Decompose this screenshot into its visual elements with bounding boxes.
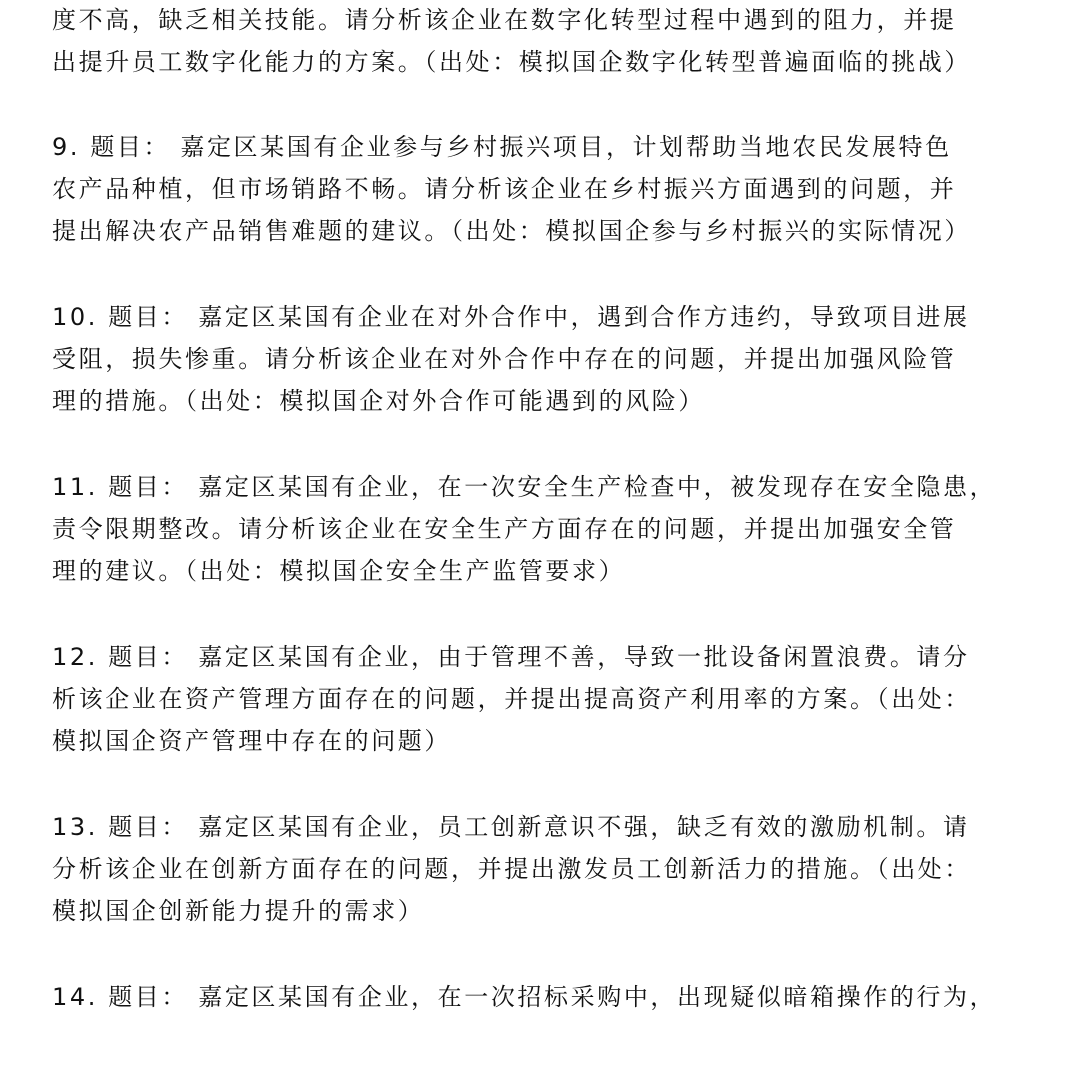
text-line: 分析该企业在创新方面存在的问题，并提出激发员工创新活力的措施。（出处： <box>52 855 971 883</box>
text-line: 理的建议。（出处：模拟国企安全生产监管要求） <box>52 557 626 585</box>
question-14-line: 14. 题目： 嘉定区某国有企业，在一次招标采购中，出现疑似暗箱操作的行为， <box>52 983 997 1011</box>
text-line: 模拟国企资产管理中存在的问题） <box>52 727 451 755</box>
question-12-line: 12. 题目： 嘉定区某国有企业，由于管理不善，导致一批设备闲置浪费。请分 <box>52 643 970 671</box>
text-line: 析该企业在资产管理方面存在的问题，并提出提高资产利用率的方案。（出处： <box>52 685 971 713</box>
text-line: 模拟国企创新能力提升的需求） <box>52 897 425 925</box>
text-line: 责令限期整改。请分析该企业在安全生产方面存在的问题，并提出加强安全管 <box>52 515 957 543</box>
text-line: 提出解决农产品销售难题的建议。（出处：模拟国企参与乡村振兴的实际情况） <box>52 217 971 245</box>
text-line: 农产品种植，但市场销路不畅。请分析该企业在乡村振兴方面遇到的问题，并 <box>52 175 957 203</box>
question-13-line: 13. 题目： 嘉定区某国有企业，员工创新意识不强，缺乏有效的激励机制。请 <box>52 813 970 841</box>
text-line: 出提升员工数字化能力的方案。（出处：模拟国企数字化转型普遍面临的挑战） <box>52 48 971 76</box>
text-line: 理的措施。（出处：模拟国企对外合作可能遇到的风险） <box>52 387 705 415</box>
text-line: 受阻，损失惨重。请分析该企业在对外合作中存在的问题，并提出加强风险管 <box>52 345 957 373</box>
question-9-line: 9. 题目： 嘉定区某国有企业参与乡村振兴项目，计划帮助当地农民发展特色 <box>52 133 952 161</box>
question-11-line: 11. 题目： 嘉定区某国有企业，在一次安全生产检查中，被发现存在安全隐患， <box>52 473 997 501</box>
text-line: 度不高，缺乏相关技能。请分析该企业在数字化转型过程中遇到的阻力，并提 <box>52 6 957 34</box>
question-10-line: 10. 题目： 嘉定区某国有企业在对外合作中，遇到合作方违约，导致项目进展 <box>52 303 970 331</box>
